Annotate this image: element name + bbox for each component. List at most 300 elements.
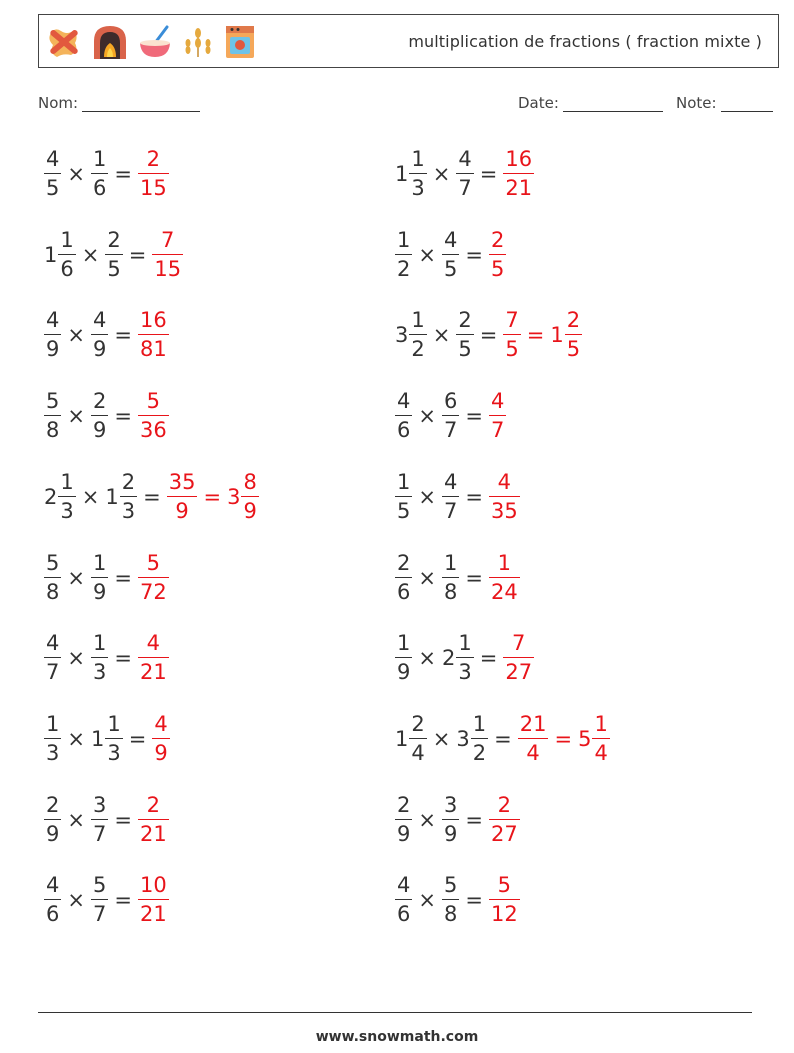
denominator: 9 xyxy=(167,496,198,522)
fraction xyxy=(442,227,459,281)
numerator: 4 xyxy=(490,389,505,414)
answer xyxy=(152,227,183,281)
fraction-term xyxy=(442,633,474,683)
numerator: 5 xyxy=(497,873,512,898)
numerator: 4 xyxy=(46,631,60,656)
denominator: 27 xyxy=(503,657,534,683)
fraction xyxy=(44,310,61,360)
answer xyxy=(138,149,169,199)
numerator: 4 xyxy=(397,389,411,414)
numerator: 1 xyxy=(46,711,60,736)
numerator: 8 xyxy=(243,469,257,494)
fraction-term xyxy=(395,550,412,604)
fraction xyxy=(442,875,459,925)
problem-11 xyxy=(44,548,169,608)
fraction-term xyxy=(91,792,108,846)
denominator: 9 xyxy=(91,577,108,603)
denominator: 5 xyxy=(489,254,506,280)
numerator: 2 xyxy=(497,792,512,817)
fraction-term xyxy=(167,469,198,523)
times-sign: × xyxy=(81,242,100,267)
equals-sign: = xyxy=(479,646,498,671)
fraction-term xyxy=(456,149,473,199)
answer xyxy=(503,149,534,199)
equals-sign: = xyxy=(526,323,545,348)
denominator: 27 xyxy=(489,819,520,845)
fraction-term xyxy=(91,875,108,925)
footer-divider xyxy=(38,1012,752,1013)
denominator: 15 xyxy=(152,254,183,280)
times-sign: × xyxy=(67,726,85,751)
fraction xyxy=(489,227,506,281)
fraction-term xyxy=(91,149,108,199)
times-sign: × xyxy=(67,323,85,348)
numerator: 4 xyxy=(497,469,512,494)
fraction-term xyxy=(489,875,520,925)
fraction-term xyxy=(456,310,473,360)
fraction-term xyxy=(152,711,169,765)
times-sign: × xyxy=(418,565,436,590)
equals-sign: = xyxy=(465,807,483,832)
numerator: 4 xyxy=(46,873,60,898)
denominator: 3 xyxy=(120,496,137,522)
problem-10 xyxy=(395,467,520,527)
fraction-term xyxy=(105,469,137,523)
fraction xyxy=(91,391,108,441)
numerator: 4 xyxy=(443,469,458,494)
times-sign: × xyxy=(81,484,100,509)
answer xyxy=(138,310,169,360)
numerator: 16 xyxy=(505,147,533,171)
answer xyxy=(138,875,169,925)
denominator: 36 xyxy=(138,415,169,441)
fraction-term xyxy=(442,391,459,441)
whole-number: 5 xyxy=(578,726,592,751)
denominator: 72 xyxy=(138,577,169,603)
fraction-term xyxy=(138,550,169,604)
equals-sign: = xyxy=(465,565,483,590)
whole-number: 3 xyxy=(227,484,241,509)
fraction xyxy=(442,391,459,441)
whole-number: 2 xyxy=(441,646,456,671)
denominator: 35 xyxy=(489,496,520,522)
name-field[interactable] xyxy=(38,94,200,112)
numerator: 5 xyxy=(46,389,60,414)
denominator: 4 xyxy=(518,738,549,764)
fraction xyxy=(471,711,488,765)
denominator: 9 xyxy=(395,657,412,683)
times-sign: × xyxy=(67,162,85,186)
denominator: 3 xyxy=(456,657,473,683)
numerator: 7 xyxy=(161,227,175,252)
fraction-term xyxy=(138,633,169,683)
numerator: 4 xyxy=(154,711,168,736)
answer xyxy=(518,711,610,765)
fraction-term xyxy=(395,633,412,683)
times-sign: × xyxy=(432,726,451,751)
denominator: 3 xyxy=(91,657,108,683)
fraction-term xyxy=(91,391,108,441)
denominator: 3 xyxy=(44,738,61,764)
fraction xyxy=(442,469,459,523)
equals-sign: = xyxy=(128,726,147,751)
fraction xyxy=(395,469,412,523)
denominator: 24 xyxy=(489,577,520,603)
numerator: 3 xyxy=(443,792,458,817)
numerator: 3 xyxy=(92,792,107,817)
fraction-term xyxy=(395,391,412,441)
denominator: 7 xyxy=(442,415,459,441)
fraction xyxy=(489,391,506,441)
fraction-term xyxy=(44,633,61,683)
fraction-term xyxy=(90,711,123,765)
numerator: 1 xyxy=(411,147,425,171)
denominator: 7 xyxy=(456,173,473,199)
problem-9 xyxy=(44,467,259,527)
numerator: 5 xyxy=(443,873,458,898)
denominator: 12 xyxy=(489,899,520,925)
fraction xyxy=(58,227,75,281)
numerator: 5 xyxy=(92,873,107,898)
equals-sign: = xyxy=(465,888,483,913)
numerator: 4 xyxy=(146,631,161,656)
numerator: 4 xyxy=(46,308,60,333)
times-sign: × xyxy=(67,888,85,913)
whole-number: 1 xyxy=(90,726,105,751)
denominator: 3 xyxy=(105,738,122,764)
name-line[interactable] xyxy=(82,96,200,112)
fraction xyxy=(395,875,412,925)
fraction xyxy=(518,711,549,765)
fraction-term xyxy=(44,310,61,360)
fraction-term xyxy=(227,469,259,523)
equals-sign: = xyxy=(114,888,132,913)
denominator: 9 xyxy=(152,738,169,764)
problem-6 xyxy=(395,305,582,365)
denominator: 6 xyxy=(58,254,75,280)
denominator: 21 xyxy=(503,173,534,199)
numerator: 7 xyxy=(512,631,526,656)
answer xyxy=(489,227,506,281)
fraction xyxy=(503,633,534,683)
problem-12 xyxy=(395,548,520,608)
times-sign: × xyxy=(418,404,436,429)
footer-url: www.snowmath.com xyxy=(315,1029,479,1045)
numerator: 2 xyxy=(566,308,581,333)
denominator: 21 xyxy=(138,899,169,925)
denominator: 9 xyxy=(91,415,108,441)
denominator: 6 xyxy=(395,899,412,925)
fraction-term xyxy=(489,227,506,281)
answer xyxy=(489,875,520,925)
fraction-term xyxy=(44,469,76,523)
fraction-term xyxy=(503,149,534,199)
numerator: 1 xyxy=(60,227,74,252)
numerator: 2 xyxy=(490,227,505,252)
worksheet-title: multiplication de fractions ( fraction mixte ) xyxy=(408,32,762,51)
fraction xyxy=(152,227,183,281)
note-line[interactable] xyxy=(721,96,773,112)
fraction-term xyxy=(442,550,459,604)
times-sign: × xyxy=(418,646,436,671)
numerator: 2 xyxy=(46,792,60,817)
fraction-term xyxy=(91,310,108,360)
fraction-term xyxy=(44,711,61,765)
fraction xyxy=(241,469,258,523)
denominator: 7 xyxy=(442,496,459,522)
numerator: 5 xyxy=(46,550,60,575)
fraction xyxy=(409,711,426,765)
numerator: 1 xyxy=(60,469,74,494)
numerator: 1 xyxy=(107,711,121,736)
equals-sign: = xyxy=(479,323,498,348)
fraction-term xyxy=(489,792,520,846)
fraction-term xyxy=(456,711,488,765)
mixing-bowl-icon xyxy=(137,23,173,61)
fraction xyxy=(442,550,459,604)
numerator: 2 xyxy=(92,389,107,414)
denominator: 4 xyxy=(409,738,426,764)
denominator: 7 xyxy=(44,657,61,683)
numerator: 1 xyxy=(397,631,411,656)
denominator: 9 xyxy=(44,334,61,360)
times-sign: × xyxy=(418,888,436,913)
whole-number: 1 xyxy=(550,323,564,348)
whole-number: 1 xyxy=(395,726,409,751)
answer xyxy=(152,711,169,765)
problem-20 xyxy=(395,870,520,930)
name-label: Nom: xyxy=(38,94,79,112)
denominator: 5 xyxy=(456,334,473,360)
whole-number: 2 xyxy=(44,484,58,509)
equals-sign: = xyxy=(114,162,132,186)
fraction-term xyxy=(44,227,76,281)
fraction-term xyxy=(138,391,169,441)
denominator: 5 xyxy=(395,496,412,522)
numerator: 5 xyxy=(146,389,161,414)
wheat-icon xyxy=(181,23,215,61)
numerator: 21 xyxy=(519,711,547,736)
answer xyxy=(489,391,506,441)
denominator: 9 xyxy=(91,334,108,360)
fraction-term xyxy=(442,792,459,846)
problem-7 xyxy=(44,386,169,446)
fraction xyxy=(409,310,426,360)
denominator: 6 xyxy=(91,173,108,199)
fraction-term xyxy=(442,469,459,523)
numerator: 2 xyxy=(397,550,411,575)
fraction xyxy=(395,633,412,683)
answer xyxy=(138,633,169,683)
fraction xyxy=(489,469,520,523)
numerator: 35 xyxy=(168,469,196,494)
fraction xyxy=(138,391,169,441)
date-line[interactable] xyxy=(563,96,663,112)
denominator: 9 xyxy=(395,819,412,845)
denominator: 8 xyxy=(442,899,459,925)
problem-1 xyxy=(44,144,169,204)
equals-sign: = xyxy=(114,404,132,429)
date-field[interactable] xyxy=(518,94,663,112)
fraction xyxy=(409,149,426,199)
denominator: 21 xyxy=(138,657,169,683)
problem-18 xyxy=(395,790,520,850)
fraction-term xyxy=(395,711,427,765)
numerator: 4 xyxy=(397,873,411,898)
times-sign: × xyxy=(432,162,451,186)
fraction xyxy=(138,792,169,846)
fraction-term xyxy=(578,711,610,765)
note-field[interactable] xyxy=(676,94,773,112)
equals-sign: = xyxy=(114,807,132,832)
denominator: 5 xyxy=(503,334,520,360)
whole-number: 3 xyxy=(456,726,470,751)
numerator: 2 xyxy=(146,792,161,817)
numerator: 2 xyxy=(107,227,121,252)
equals-sign: = xyxy=(203,484,222,509)
problem-3 xyxy=(44,225,183,285)
fraction-term xyxy=(44,391,61,441)
fraction xyxy=(105,227,122,281)
denominator: 6 xyxy=(395,415,412,441)
fraction-term xyxy=(550,310,582,360)
denominator: 8 xyxy=(44,415,61,441)
header-icons xyxy=(45,21,257,63)
denominator: 8 xyxy=(442,577,459,603)
fraction-term xyxy=(489,550,520,604)
equals-sign: = xyxy=(554,726,573,751)
denominator: 2 xyxy=(395,254,412,280)
equals-sign: = xyxy=(465,404,483,429)
equals-sign: = xyxy=(479,162,498,186)
fraction xyxy=(503,310,520,360)
fraction xyxy=(91,149,108,199)
fraction-term xyxy=(138,792,169,846)
fraction-term xyxy=(138,875,169,925)
equals-sign: = xyxy=(143,484,161,509)
fraction xyxy=(395,391,412,441)
denominator: 15 xyxy=(138,173,169,199)
times-sign: × xyxy=(418,242,436,267)
fraction-term xyxy=(91,550,108,604)
equals-sign: = xyxy=(494,726,512,751)
fraction xyxy=(91,550,108,604)
numerator: 1 xyxy=(397,469,411,494)
fraction-term xyxy=(138,149,169,199)
fraction-term xyxy=(44,149,61,199)
numerator: 5 xyxy=(146,550,161,575)
denominator: 5 xyxy=(565,334,582,360)
answer xyxy=(489,469,520,523)
numerator: 1 xyxy=(92,631,107,656)
fraction-term xyxy=(395,227,412,281)
problem-13 xyxy=(44,628,169,688)
denominator: 7 xyxy=(91,819,108,845)
date-label: Date: xyxy=(518,94,559,112)
numerator: 2 xyxy=(458,308,472,333)
fraction-term xyxy=(395,149,427,199)
fraction xyxy=(489,792,520,846)
denominator: 5 xyxy=(442,254,459,280)
fraction xyxy=(138,633,169,683)
fraction xyxy=(442,792,459,846)
numerator: 1 xyxy=(497,550,512,575)
denominator: 6 xyxy=(395,577,412,603)
whole-number: 1 xyxy=(105,484,119,509)
denominator: 21 xyxy=(138,819,169,845)
fraction-term xyxy=(489,469,520,523)
fraction-term xyxy=(152,227,183,281)
equals-sign: = xyxy=(465,242,483,267)
numerator: 1 xyxy=(411,308,425,333)
whole-number: 1 xyxy=(395,162,409,186)
numerator: 1 xyxy=(92,550,107,575)
numerator: 2 xyxy=(411,711,425,736)
fraction xyxy=(44,633,61,683)
times-sign: × xyxy=(67,404,85,429)
fraction xyxy=(44,149,61,199)
denominator: 2 xyxy=(409,334,426,360)
note-label: Note: xyxy=(676,94,717,112)
fraction xyxy=(395,550,412,604)
numerator: 7 xyxy=(505,308,519,333)
fraction xyxy=(456,149,473,199)
denominator: 7 xyxy=(489,415,506,441)
problem-5 xyxy=(44,305,169,365)
denominator: 9 xyxy=(241,496,258,522)
fraction xyxy=(503,149,534,199)
denominator: 5 xyxy=(44,173,61,199)
fraction-term xyxy=(489,391,506,441)
fraction xyxy=(395,227,412,281)
equals-sign: = xyxy=(114,323,132,348)
numerator: 2 xyxy=(121,469,136,494)
fraction xyxy=(91,310,108,360)
answer xyxy=(138,550,169,604)
fraction-term xyxy=(44,875,61,925)
fraction-term xyxy=(44,792,61,846)
times-sign: × xyxy=(67,646,85,671)
denominator: 3 xyxy=(409,173,426,199)
denominator: 8 xyxy=(44,577,61,603)
fraction xyxy=(44,391,61,441)
answer xyxy=(167,469,259,523)
problem-14 xyxy=(395,628,534,688)
numerator: 4 xyxy=(458,147,472,171)
fraction-term xyxy=(395,875,412,925)
whole-number: 3 xyxy=(395,323,409,348)
denominator: 9 xyxy=(44,819,61,845)
fraction xyxy=(152,711,169,765)
fraction xyxy=(91,875,108,925)
numerator: 1 xyxy=(458,631,472,656)
fraction xyxy=(91,633,108,683)
numerator: 4 xyxy=(46,147,60,171)
denominator: 4 xyxy=(592,738,609,764)
fraction xyxy=(138,550,169,604)
fraction-term xyxy=(91,633,108,683)
denominator: 7 xyxy=(91,899,108,925)
numerator: 4 xyxy=(443,227,458,252)
fraction xyxy=(44,711,61,765)
times-sign: × xyxy=(432,323,451,348)
answer xyxy=(138,391,169,441)
worksheet-header xyxy=(38,14,779,68)
denominator: 3 xyxy=(58,496,75,522)
rolling-pin-icon xyxy=(45,23,83,61)
problem-4 xyxy=(395,225,506,285)
answer xyxy=(503,310,582,360)
